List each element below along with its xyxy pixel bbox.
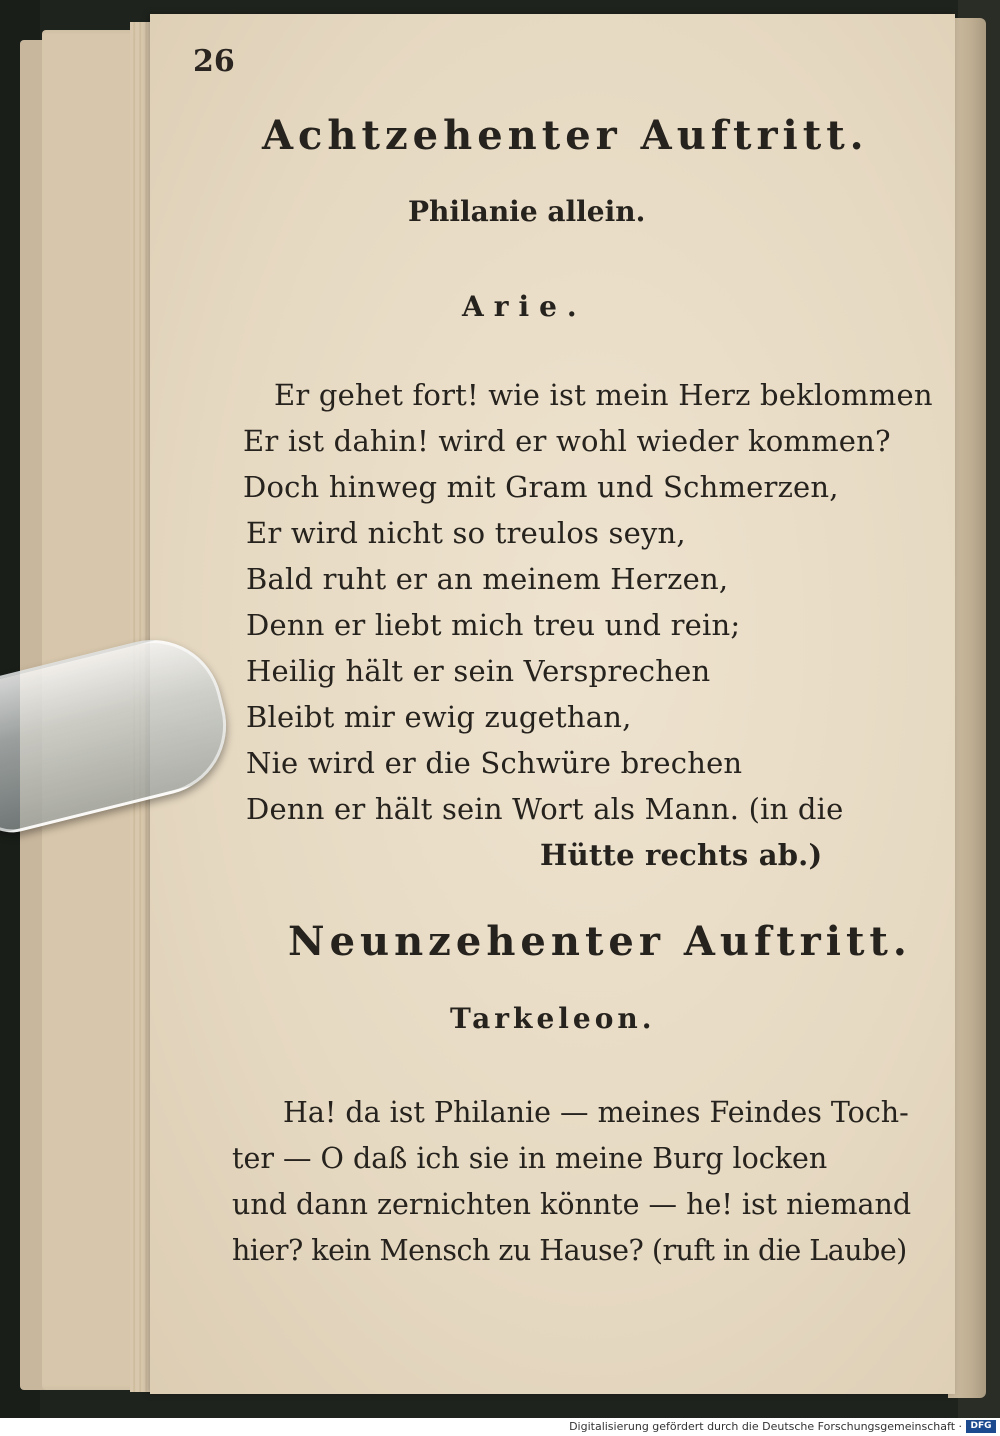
speech-line: Ha! da ist Philanie — meines Feindes Toch- <box>283 1096 909 1129</box>
aria-line: Er wird nicht so treulos seyn, <box>246 516 686 550</box>
aria-line: Bleibt mir ewig zugethan, <box>246 700 632 734</box>
aria-line: Doch hinweg mit Gram und Schmerzen, <box>243 470 839 504</box>
aria-label: Arie. <box>462 290 587 323</box>
aria-line: Denn er liebt mich treu und rein; <box>246 608 741 642</box>
aria-line: Bald ruht er an meinem Herzen, <box>246 562 729 596</box>
character-line: Philanie allein. <box>408 195 646 228</box>
footer-bar <box>0 1418 1000 1436</box>
speech-line: ter — O daß ich sie in meine Burg locken <box>232 1142 828 1175</box>
aria-line: Denn er hält sein Wort als Mann. (in die <box>246 792 844 826</box>
aria-line: Nie wird er die Schwüre brechen <box>246 746 743 780</box>
character-line: Tarkeleon. <box>450 1002 656 1035</box>
aria-line: Er gehet fort! wie ist mein Herz beklommen <box>274 378 933 412</box>
aria-line: Er ist dahin! wird er wohl wieder kommen? <box>243 424 891 458</box>
digitization-credit: Digitalisierung gefördert durch die Deutsche Forschungsgemeinschaft · <box>569 1420 962 1433</box>
aria-line: Heilig hält er sein Versprechen <box>246 654 711 688</box>
stage-direction: Hütte rechts ab.) <box>540 838 823 872</box>
scene-heading: Neunzehenter Auftritt. <box>288 918 912 965</box>
dfg-logo: DFG <box>966 1420 996 1433</box>
scene-heading: Achtzehenter Auftritt. <box>262 112 869 159</box>
speech-line: und dann zernichten könnte — he! ist niemand <box>232 1188 912 1221</box>
speech-line: hier? kein Mensch zu Hause? (ruft in die Laube) <box>232 1234 907 1267</box>
page-number: 26 <box>193 44 235 79</box>
